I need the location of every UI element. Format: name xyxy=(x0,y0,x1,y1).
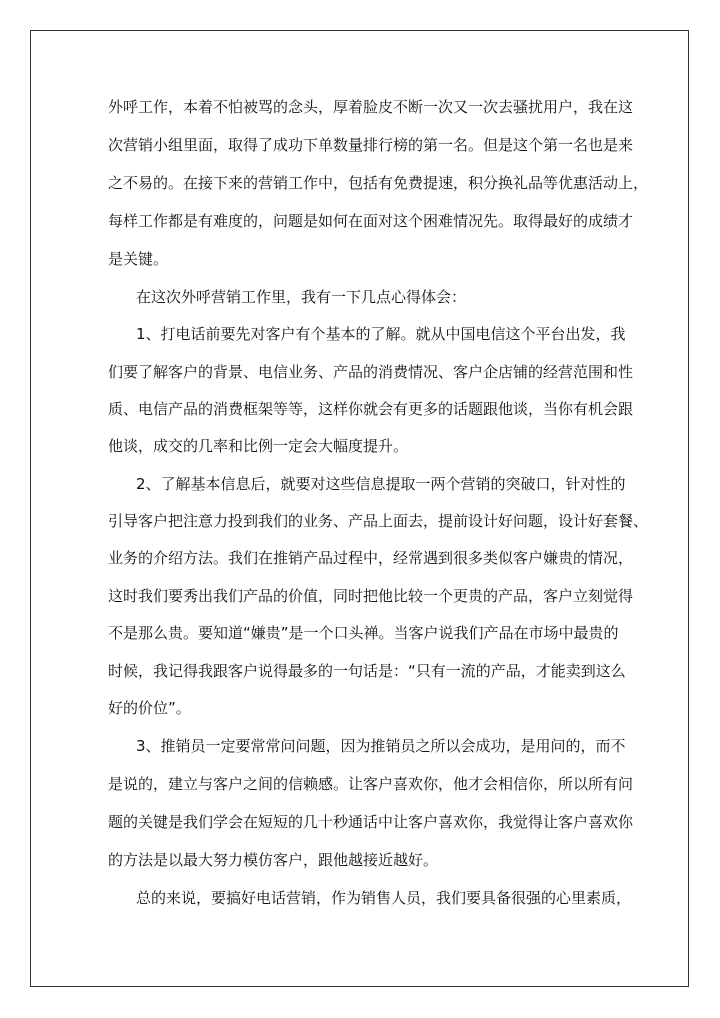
text-line: 3、推销员一定要常常问问题，因为推销员之所以会成功，是用问的，而不 xyxy=(136,737,626,755)
text-line: 是说的，建立与客户之间的信赖感。让客户喜欢你，他才会相信你，所以所有问 xyxy=(108,775,634,793)
text-line: 的方法是以最大努力模仿客户，跟他越接近越好。 xyxy=(108,851,439,869)
text-line: 外呼工作，本着不怕被骂的念头，厚着脸皮不断一次又一次去骚扰用户，我在这 xyxy=(108,98,634,116)
text-line: 好的价位”。 xyxy=(108,699,191,717)
text-line: 这时我们要秀出我们产品的价值，同时把他比较一个更贵的产品，客户立刻觉得 xyxy=(108,587,634,605)
text-line: 业务的介绍方法。我们在推销产品过程中，经常遇到很多类似客户嫌贵的情况， xyxy=(108,549,634,567)
text-line: 引导客户把注意力投到我们的业务、产品上面去，提前设计好问题，设计好套餐、 xyxy=(108,512,649,530)
text-line: 总的来说，要搞好电话营销，作为销售人员，我们要具备很强的心里素质， xyxy=(136,889,632,907)
text-line: 1、打电话前要先对客户有个基本的了解。就从中国电信这个平台出发，我 xyxy=(136,325,626,343)
text-line: 是关键。 xyxy=(108,250,169,268)
text-line: 每样工作都是有难度的，问题是如何在面对这个困难情况先。取得最好的成绩才 xyxy=(108,212,634,230)
text-line: 在这次外呼营销工作里，我有一下几点心得体会： xyxy=(136,288,467,306)
text-line: 质、电信产品的消费框架等等，这样你就会有更多的话题跟他谈，当你有机会跟 xyxy=(108,400,634,418)
text-line: 次营销小组里面，取得了成功下单数量排行榜的第一名。但是这个第一名也是来 xyxy=(108,136,634,154)
text-line: 不是那么贵。要知道“嫌贵”是一个口头禅。当客户说我们产品在市场中最贵的 xyxy=(108,624,619,642)
text-line: 之不易的。在接下来的营销工作中，包括有免费提速，积分换礼品等优惠活动上， xyxy=(108,174,649,192)
text-line: 2、了解基本信息后，就要对这些信息提取一两个营销的突破口，针对性的 xyxy=(136,475,626,493)
text-line: 他谈，成交的几率和比例一定会大幅度提升。 xyxy=(108,437,409,455)
text-line: 们要了解客户的背景、电信业务、产品的消费情况、客户企店铺的经营范围和性 xyxy=(108,363,634,381)
text-line: 题的关键是我们学会在短短的几十秒通话中让客户喜欢你，我觉得让客户喜欢你 xyxy=(108,813,634,831)
text-line: 时候，我记得我跟客户说得最多的一句话是：“只有一流的产品，才能卖到这么 xyxy=(108,662,626,680)
